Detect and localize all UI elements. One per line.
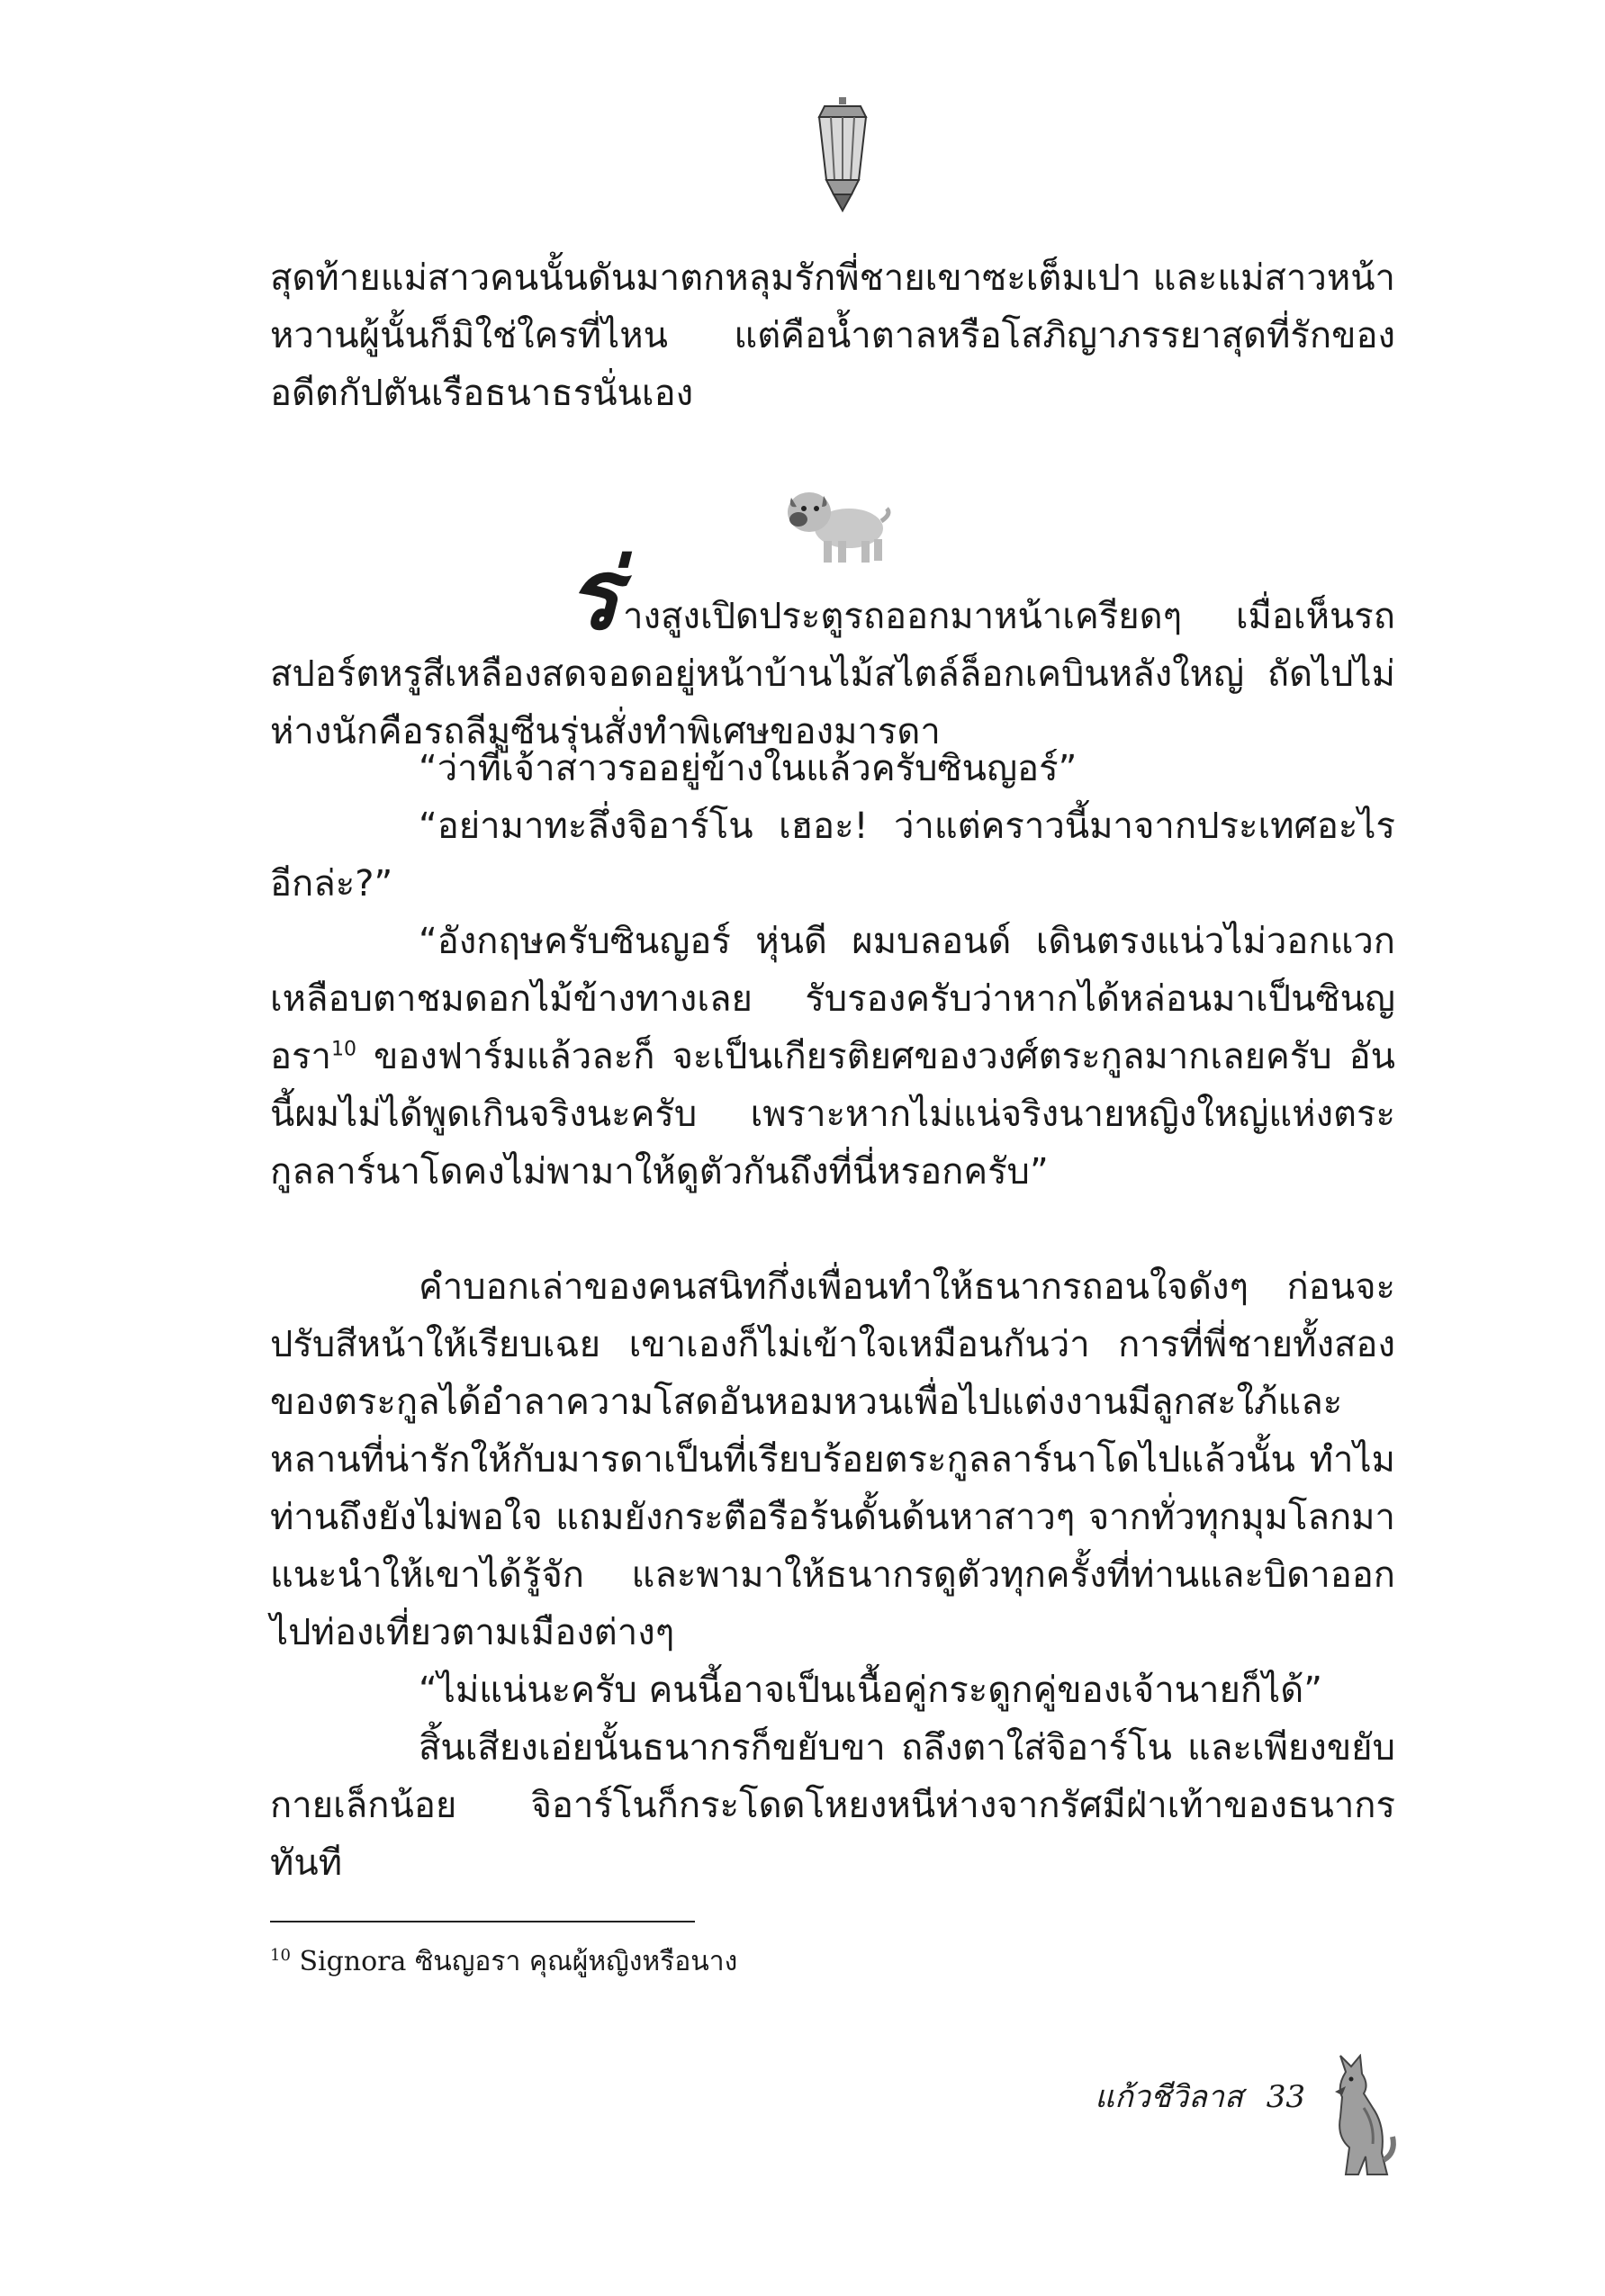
chapter-opening-paragraph bbox=[270, 539, 1395, 761]
page-folio bbox=[1044, 2077, 1305, 2117]
paragraph-text: ของฟาร์มแล้วละก็ จะเป็นเกียรติยศของวงศ์ตระกูลมากเลยครับ อันนี้ผมไม่ได้พูดเกินจริงนะครับ เพราะหากไม่แน่จริงนายหญิงใหญ่แห่งตระกูลลาร์นาโดคงไม่พามาให้ดูตัวกันถึงที่นี่หรอกครับ” bbox=[270, 1036, 1395, 1193]
page-number: 33 bbox=[1266, 2079, 1305, 2115]
narrative-paragraph: คำบอกเล่าของคนสนิทกึ่งเพื่อนทำให้ธนากรถอนใจดังๆ ก่อนจะปรับสีหน้าให้เรียบเฉย เขาเองก็ไม่เข้าใจเหมือนกันว่า การที่พี่ชายทั้งสองของตระกูลได้อำลาความโสดอันหอมหวนเพื่อไปแต่งงานมีลูกสะใภ้และหลานที่น่ารักให้กับมารดาเป็นที่เรียบร้อยตระกูลลาร์นาโดไปแล้วนั้น ทำไมท่านถึงยังไม่พอใจ แถมยังกระตือรือร้นดั้นด้นหาสาวๆ จากทั่วทุกมุมโลกมาแนะนำให้เขาได้รู้จัก และพามาให้ธนากรดูตัวทุกครั้งที่ท่านและบิดาออกไปท่องเที่ยวตามเมืองต่างๆ bbox=[270, 1266, 1395, 1653]
dialogue-paragraph: “ไม่แน่นะครับ คนนี้อาจเป็นเนื้อคู่กระดูกคู่ของเจ้านายก็ได้” bbox=[419, 1670, 1322, 1711]
narrative-paragraph: สิ้นเสียงเอ่ยนั้นธนากรก็ขยับขา ถลึงตาใส่จิอาร์โน และเพียงขยับกายเล็กน้อย จิอาร์โนก็กระโดดโหยงหนีห่างจากรัศมีฝ่าเท้าของธนากรทันที bbox=[270, 1727, 1395, 1884]
footnote-number: 10 bbox=[270, 1946, 291, 1965]
pug-puppy-icon bbox=[779, 482, 896, 567]
dialogue-paragraph: “ว่าที่เจ้าสาวรออยู่ข้างในแล้วครับซินญอร์” bbox=[419, 748, 1078, 789]
book-title: แก้วชีวิลาส bbox=[1095, 2079, 1243, 2115]
lantern-icon bbox=[808, 97, 877, 212]
shepherd-dog-icon bbox=[1310, 2054, 1400, 2178]
paragraph-text: “อังกฤษครับซินญอร์ หุ่นดี ผมบลอนด์ เดินตรงแน่วไม่วอกแวกเหลือบตาชมดอกไม้ข้างทางเลย รับรองครับว่าหากได้หล่อนมาเป็นซินญอรา bbox=[270, 921, 1395, 1077]
top-paragraph: สุดท้ายแม่สาวคนนั้นดันมาตกหลุมรักพี่ชายเขาซะเต็มเปา และแม่สาวหน้าหวานผู้นั้นก็มิใช่ใครที่ไหน แต่คือน้ำตาลหรือโสภิญาภรรยาสุดที่รักของอดีตกัปตันเรือธนาธรนั่นเอง bbox=[270, 257, 1395, 414]
chapter-opening-text: างสูงเปิดประตูรถออกมาหน้าเครียดๆ เมื่อเห็นรถสปอร์ตหรูสีเหลืองสดจอดอยู่หน้าบ้านไม้สไตล์ล็อกเคบินหลังใหญ่ ถัดไปไม่ห่างนักคือรถลีมูซีนรุ่นสั่งทำพิเศษของมารดา bbox=[270, 596, 1395, 752]
footnote-text: Signora ซินญอรา คุณผู้หญิงหรือนาง bbox=[299, 1946, 738, 1977]
dialogue-paragraph: “อย่ามาทะลึ่งจิอาร์โน เฮอะ! ว่าแต่คราวนี้มาจากประเทศอะไรอีกล่ะ?” bbox=[270, 806, 1395, 905]
footnote-reference: 10 bbox=[330, 1038, 356, 1061]
footnote bbox=[270, 1942, 1080, 1982]
dialogue-paragraph-with-footnote bbox=[270, 913, 1395, 1201]
drop-cap: ร่ bbox=[567, 539, 620, 652]
footnote-divider bbox=[270, 1921, 695, 1922]
